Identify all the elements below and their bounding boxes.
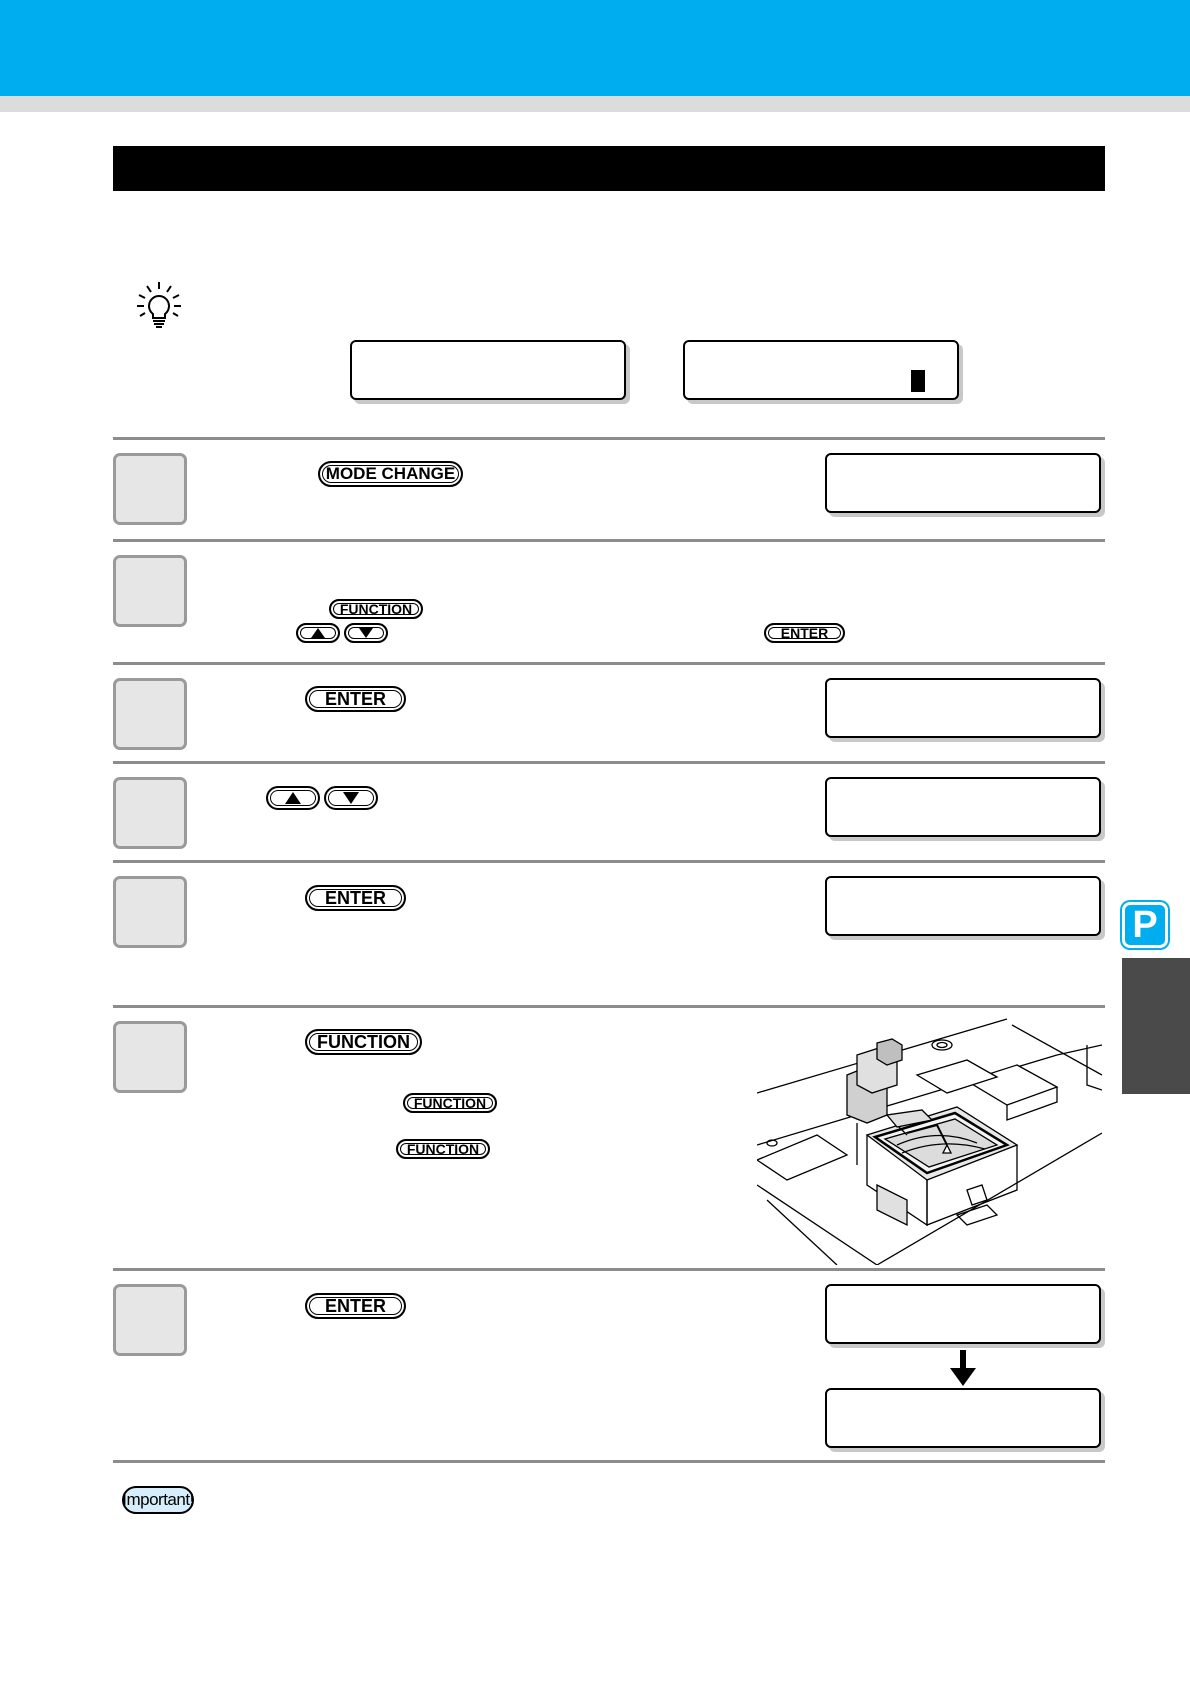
function-key: FUNCTION (305, 1029, 422, 1055)
function-key: FUNCTION (396, 1139, 490, 1159)
step-divider (113, 539, 1105, 542)
step-divider (113, 1005, 1105, 1008)
step-divider (113, 1268, 1105, 1271)
down-key (344, 623, 388, 643)
lcd-display (825, 453, 1101, 513)
enter-key: ENTER (305, 1293, 406, 1319)
lightbulb-icon (134, 280, 184, 330)
enter-key: ENTER (305, 885, 406, 911)
step-divider (113, 761, 1105, 764)
enter-key: ENTER (305, 686, 406, 712)
function-key: FUNCTION (329, 599, 423, 619)
section-title-bar (113, 146, 1105, 191)
triangle-up-icon (285, 792, 301, 804)
step-divider (113, 1460, 1105, 1463)
step-number-box (113, 1021, 187, 1093)
up-key (266, 786, 320, 810)
enter-key: ENTER (764, 623, 845, 643)
up-key (296, 623, 340, 643)
chapter-tab-dark[interactable] (1122, 958, 1190, 1094)
step-number-box (113, 453, 187, 525)
header-bar (0, 0, 1190, 96)
step-number-box (113, 1284, 187, 1356)
step-number-box (113, 678, 187, 750)
down-key (324, 786, 378, 810)
step-number-box (113, 777, 187, 849)
arrow-down-icon (950, 1350, 976, 1386)
lcd-display (825, 1388, 1101, 1448)
header-gray-band (0, 96, 1190, 112)
chapter-tab-p[interactable]: P (1122, 902, 1168, 948)
lcd-display (350, 340, 626, 400)
triangle-down-icon (359, 628, 373, 638)
step-number-box (113, 876, 187, 948)
mode-change-key: MODE CHANGE (318, 461, 463, 487)
lcd-display (825, 1284, 1101, 1344)
step-number-box (113, 555, 187, 627)
function-key: FUNCTION (403, 1093, 497, 1113)
capping-station-illustration (757, 1015, 1102, 1265)
step-divider (113, 662, 1105, 665)
lcd-display (825, 876, 1101, 936)
triangle-up-icon (311, 628, 325, 638)
step-divider (113, 860, 1105, 863)
lcd-display (825, 678, 1101, 738)
step-divider (113, 437, 1105, 440)
important-badge: Important! (122, 1486, 194, 1514)
triangle-down-icon (343, 792, 359, 804)
lcd-cursor (911, 370, 925, 392)
lcd-display (825, 777, 1101, 837)
lcd-display (683, 340, 959, 400)
